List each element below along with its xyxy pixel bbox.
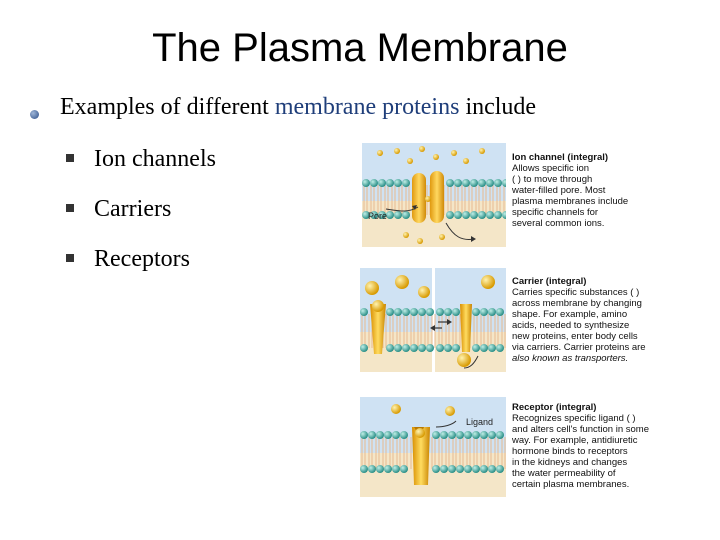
receptor-illustration <box>360 397 506 497</box>
carrier-illustration <box>360 268 506 372</box>
caption-line: new proteins, enter body cells <box>512 331 638 342</box>
caption-line: certain plasma membranes. <box>512 479 630 490</box>
caption-line: plasma membranes include <box>512 196 629 207</box>
caption-line: ( ) to move through <box>512 174 593 185</box>
list-item-carriers <box>66 196 171 223</box>
carrier-heading: Carrier (integral) <box>512 276 587 287</box>
caption-line: way. For example, antidiuretic <box>512 435 638 446</box>
page-title: The Plasma Membrane <box>152 26 568 70</box>
square-bullet-icon <box>66 254 74 262</box>
list-item-label: Ion channels <box>94 146 216 172</box>
intro-highlight: membrane proteins <box>274 94 460 120</box>
bullet-icon <box>30 110 39 119</box>
carrier-caption <box>512 276 646 364</box>
caption-line: acids, needed to synthesize <box>512 320 630 331</box>
intro-text <box>60 94 536 121</box>
receptor-heading: Receptor (integral) <box>512 402 597 413</box>
caption-line: across membrane by changing <box>512 298 642 309</box>
intro-after: include <box>459 94 537 120</box>
list-item-ion-channels <box>66 146 216 173</box>
caption-line: also known as transporters. <box>512 353 629 364</box>
caption-line: several common ions. <box>512 218 605 229</box>
list-item-label: Carriers <box>94 196 172 222</box>
ion-channel-caption <box>512 152 628 229</box>
caption-line: Recognizes specific ligand ( ) <box>512 413 636 424</box>
square-bullet-icon <box>66 204 74 212</box>
caption-line: and alters cell's function in some <box>512 424 649 435</box>
list-item-receptors <box>66 246 190 273</box>
caption-line: Allows specific ion <box>512 163 590 174</box>
caption-line: hormone binds to receptors <box>512 446 628 457</box>
caption-line: in the kidneys and changes <box>512 457 628 468</box>
ligand-label: Ligand <box>466 417 494 427</box>
intro-before: Examples of different <box>60 94 275 120</box>
ion-channel-heading: Ion channel (integral) <box>512 152 609 163</box>
caption-line: water-filled pore. Most <box>512 185 606 196</box>
pore-label: Pore <box>368 211 388 221</box>
square-bullet-icon <box>66 154 74 162</box>
list-item-label: Receptors <box>94 246 190 272</box>
caption-line: specific channels for <box>512 207 599 218</box>
caption-line: Carries specific substances ( ) <box>512 287 640 298</box>
receptor-caption <box>512 402 649 490</box>
caption-line: the water permeability of <box>512 468 616 479</box>
caption-line: via carriers. Carrier proteins are <box>512 342 646 353</box>
ion-channel-illustration <box>362 143 506 247</box>
caption-line: shape. For example, amino <box>512 309 628 320</box>
